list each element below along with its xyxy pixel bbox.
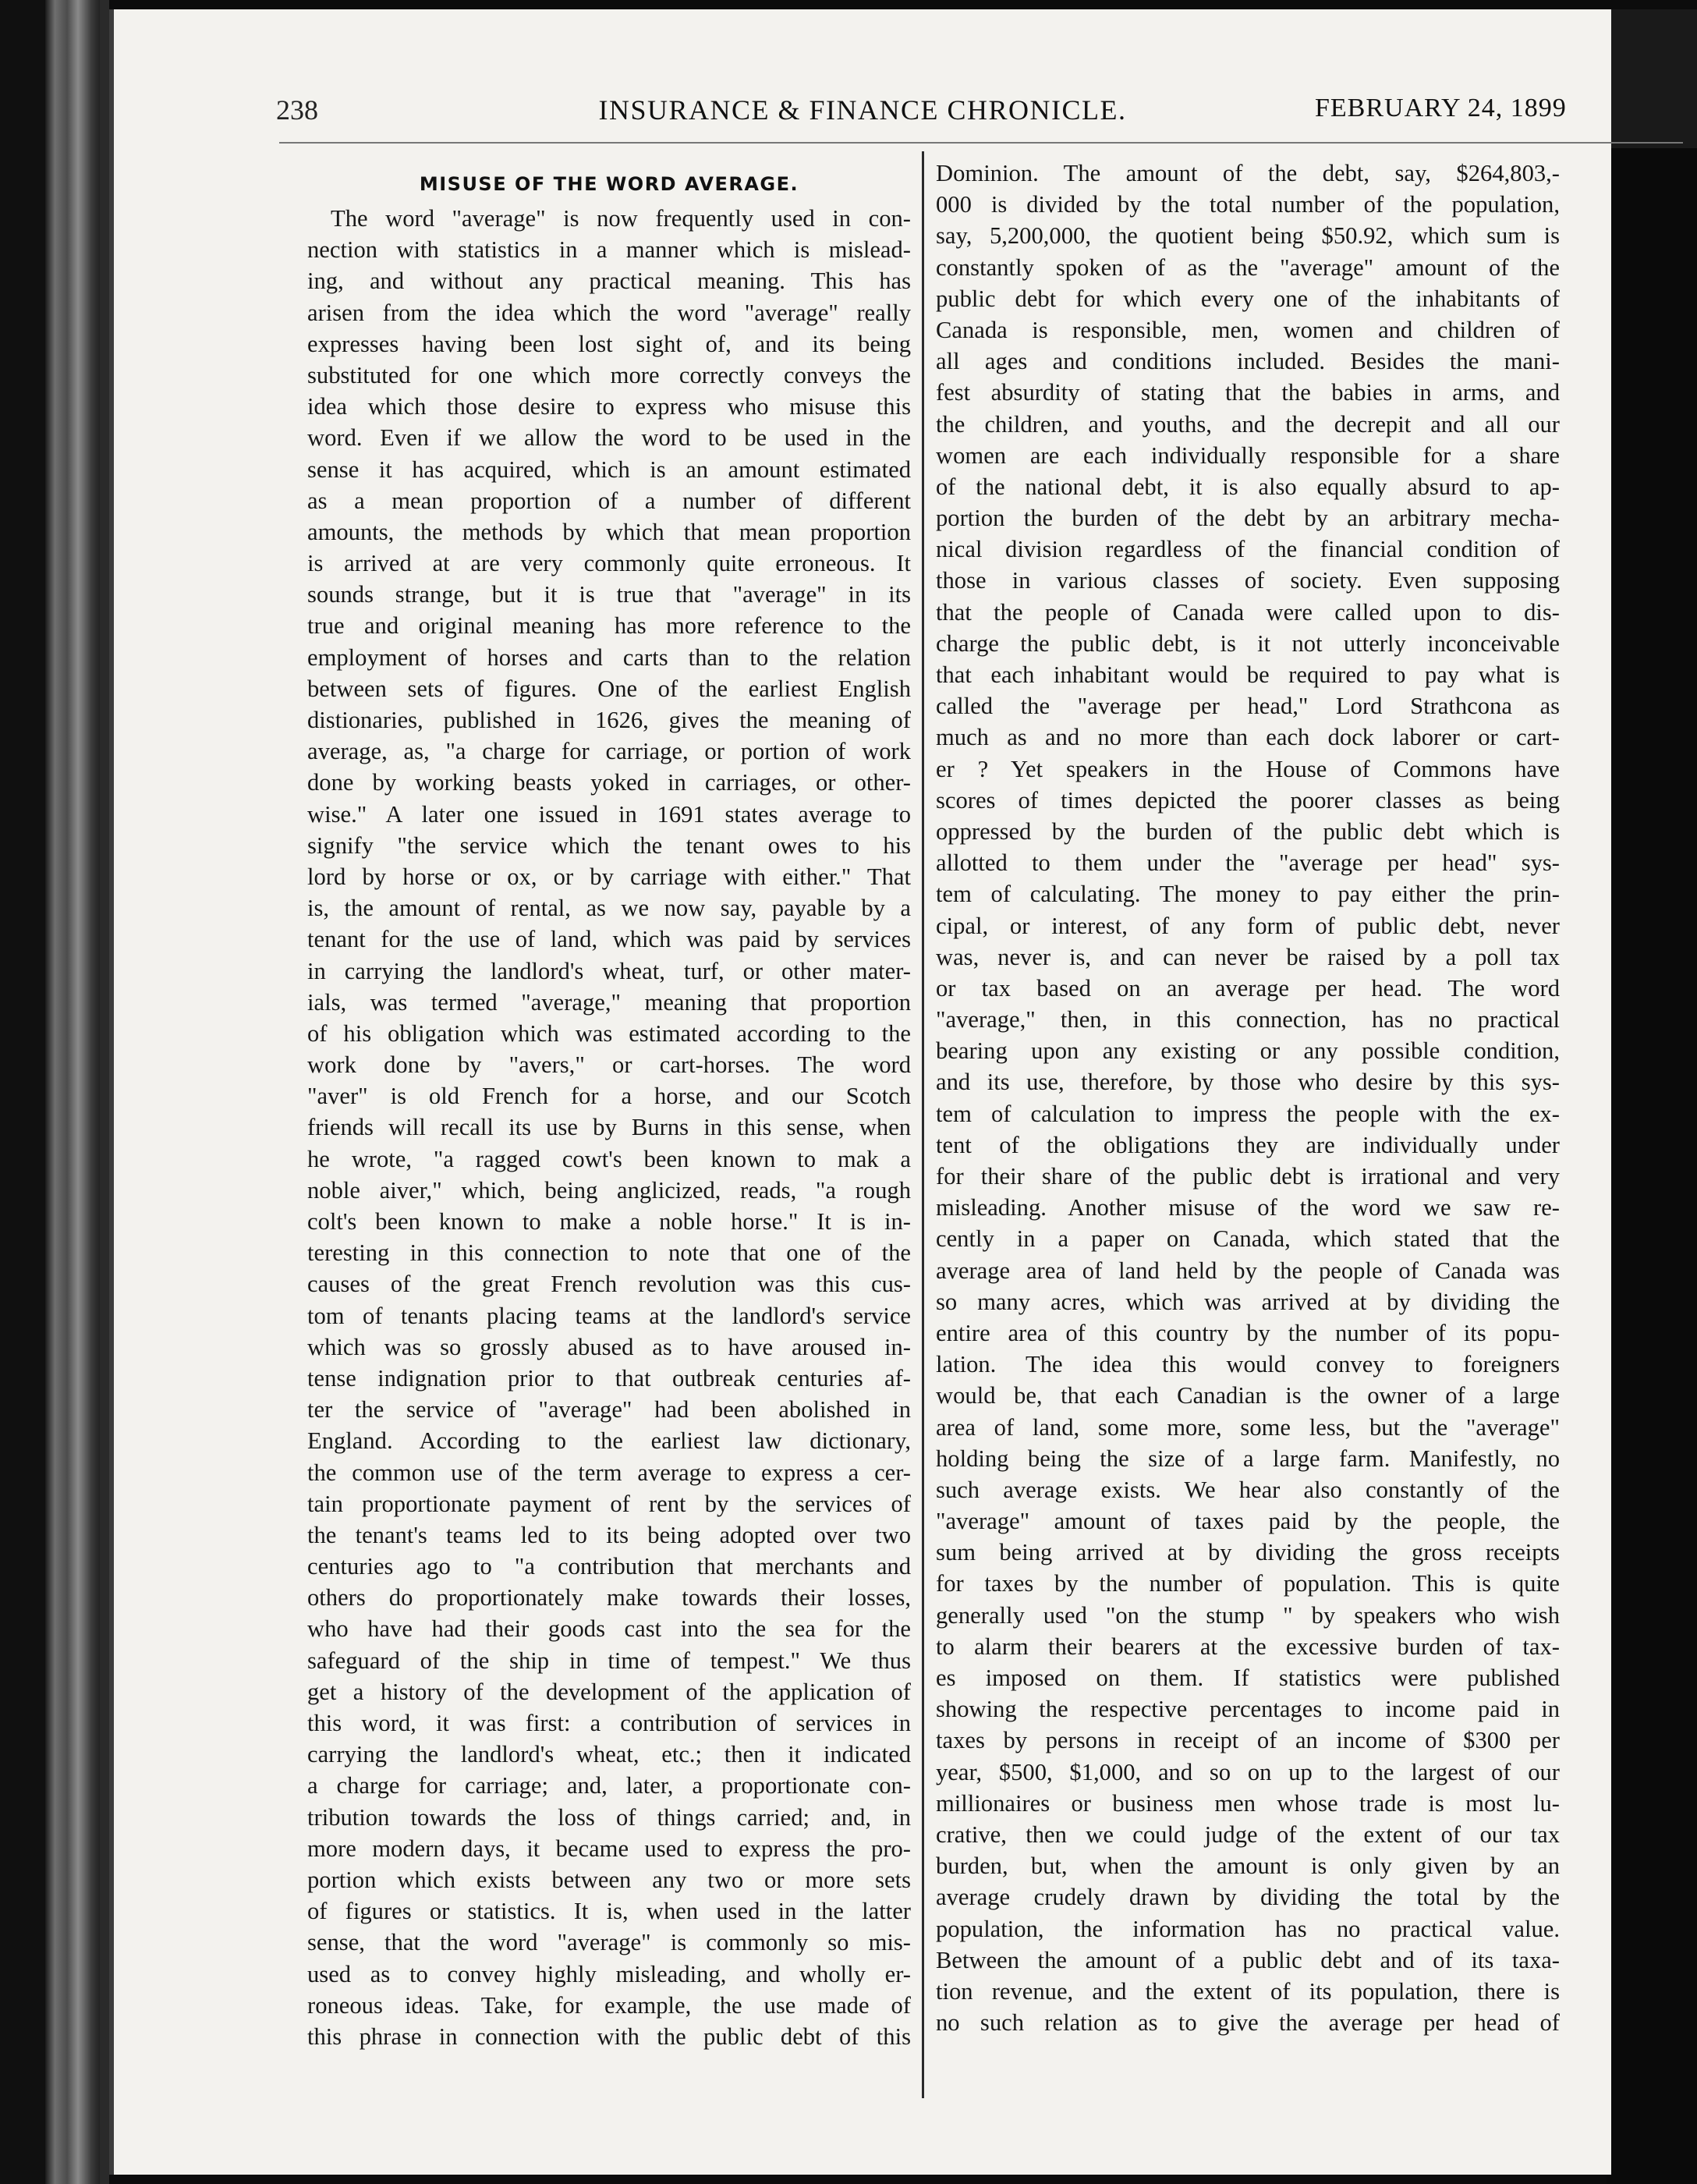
text-line: population, the information has no practical value.	[936, 1915, 1560, 1942]
text-line: Dominion. The amount of the debt, say, $264,803,-	[936, 160, 1560, 186]
text-line: amounts, the methods by which that mean proportion	[307, 518, 911, 545]
text-line: as a mean proportion of a number of different	[307, 487, 911, 514]
text-line: a charge for carriage; and, later, a proportionate con-	[307, 1772, 911, 1799]
text-line: allotted to them under the "average per head" sys-	[936, 849, 1560, 877]
text-line: sounds strange, but it is true that "average" in its	[307, 581, 911, 608]
header-rule	[279, 142, 1683, 144]
text-line: idea which those desire to express who misuse this	[307, 393, 911, 420]
text-line: average crudely drawn by dividing the total by the	[936, 1884, 1560, 1911]
scan-background	[1599, 9, 1697, 150]
text-line: England. According to the earliest law dictionary,	[307, 1427, 911, 1455]
text-line: carrying the landlord's wheat, etc.; then it indicated	[307, 1741, 911, 1768]
text-line: nection with statistics in a manner which is mislead-	[307, 236, 911, 264]
left-column	[307, 158, 911, 2052]
text-line: roneous ideas. Take, for example, the use made of	[307, 1991, 911, 2019]
binding-gutter	[100, 0, 109, 2184]
text-line: true and original meaning has more reference to the	[307, 612, 911, 640]
page-number: 238	[276, 94, 318, 126]
text-line: others do proportionately make towards their losses,	[307, 1584, 911, 1611]
book-binding	[45, 0, 100, 2184]
text-line: between sets of figures. One of the earliest English	[307, 675, 911, 702]
text-line: all ages and conditions included. Besides the mani-	[936, 348, 1560, 375]
text-line: for taxes by the number of population. This is quite	[936, 1570, 1560, 1597]
text-line: those in various classes of society. Even supposing	[936, 567, 1560, 594]
journal-title: INSURANCE & FINANCE CHRONICLE.	[598, 94, 1127, 126]
text-line: was, never is, and can never be raised by a poll tax	[936, 943, 1560, 970]
text-line: portion which exists between any two or more sets	[307, 1866, 911, 1893]
text-line: ials, was termed "average," meaning that proportion	[307, 988, 911, 1016]
text-line: the common use of the term average to express a cer-	[307, 1459, 911, 1486]
text-line: "average," then, in this connection, has no practical	[936, 1006, 1560, 1034]
text-line: the tenant's teams led to its being adopted over two	[307, 1521, 911, 1548]
text-line: misleading. Another misuse of the word we saw re-	[936, 1194, 1560, 1221]
text-line: tribution towards the loss of things carried; and, in	[307, 1803, 911, 1831]
text-line: get a history of the development of the application of	[307, 1678, 911, 1705]
text-line: tent of the obligations they are individually under	[936, 1131, 1560, 1158]
text-line: tem of calculating. The money to pay either the prin-	[936, 881, 1560, 908]
text-line: he wrote, "a ragged cowt's been known to mak a	[307, 1145, 911, 1172]
text-line: area of land, some more, some less, but the "average"	[936, 1413, 1560, 1441]
text-line: of the national debt, it is also equally absurd to ap-	[936, 473, 1560, 500]
text-line: year, $500, $1,000, and so on up to the largest of our	[936, 1758, 1560, 1785]
text-line: expresses having been lost sight of, and its being	[307, 330, 911, 357]
scanner-edge	[0, 0, 45, 2184]
text-line: wise." A later one issued in 1691 states average to	[307, 800, 911, 828]
text-line: cipal, or interest, of any form of public debt, never	[936, 912, 1560, 939]
text-line: arisen from the idea which the word "average" really	[307, 299, 911, 326]
text-line: fest absurdity of stating that the babies in arms, and	[936, 379, 1560, 406]
text-line: much as and no more than each dock laborer or cart-	[936, 724, 1560, 751]
text-line: tain proportionate payment of rent by the services of	[307, 1490, 911, 1517]
text-line: tense indignation prior to that outbreak centuries af-	[307, 1364, 911, 1392]
text-line: so many acres, which was arrived at by dividing the	[936, 1288, 1560, 1315]
text-line: and its use, therefore, by those who desire by this sys-	[936, 1069, 1560, 1096]
text-line: used as to convey highly misleading, and wholly er-	[307, 1960, 911, 1987]
column-divider	[922, 151, 924, 2098]
text-line: constantly spoken of as the "average" amount of the	[936, 254, 1560, 281]
text-line: colt's been known to make a noble horse." It is in-	[307, 1208, 911, 1235]
text-line: or tax based on an average per head. The word	[936, 974, 1560, 1002]
issue-date: FEBRUARY 24, 1899	[1315, 94, 1567, 122]
text-line: this phrase in connection with the public debt of this	[307, 2023, 911, 2050]
text-line: lation. The idea this would convey to foreigners	[936, 1351, 1560, 1378]
text-line: public debt for which every one of the inhabitants of	[936, 285, 1560, 312]
text-line: would be, that each Canadian is the owner of a large	[936, 1382, 1560, 1409]
text-line: causes of the great French revolution was this cus-	[307, 1271, 911, 1298]
text-line: nical division regardless of the financial condition of	[936, 536, 1560, 563]
text-line: to alarm their bearers at the excessive burden of tax-	[936, 1633, 1560, 1660]
text-line: of figures or statistics. It is, when used in the latter	[307, 1898, 911, 1925]
text-line: cently in a paper on Canada, which stated that the	[936, 1225, 1560, 1253]
text-line: that the people of Canada were called upon to dis-	[936, 598, 1560, 626]
text-line: which was so grossly abused as to have aroused in-	[307, 1333, 911, 1360]
text-line: lord by horse or ox, or by carriage with either." That	[307, 863, 911, 890]
text-line: showing the respective percentages to income paid in	[936, 1696, 1560, 1723]
running-head	[114, 94, 1611, 140]
text-line: es imposed on them. If statistics were published	[936, 1665, 1560, 1691]
text-line: signify "the service which the tenant owes to his	[307, 831, 911, 859]
text-line: more modern days, it became used to express the pro-	[307, 1835, 911, 1862]
text-line: Between the amount of a public debt and of its taxa-	[936, 1946, 1560, 1973]
text-line: generally used "on the stump " by speakers who wish	[936, 1601, 1560, 1629]
text-line: "average" amount of taxes paid by the people, the	[936, 1508, 1560, 1535]
text-line: teresting in this connection to note that one of the	[307, 1239, 911, 1267]
text-line: for their share of the public debt is irrational and very	[936, 1163, 1560, 1190]
text-line: friends will recall its use by Burns in this sense, when	[307, 1114, 911, 1141]
right-column	[936, 158, 1560, 2038]
journal-page	[109, 9, 1611, 2175]
article-title: MISUSE OF THE WORD AVERAGE.	[419, 173, 799, 195]
text-line: The word "average" is now frequently used in con-	[331, 205, 911, 232]
text-line: word. Even if we allow the word to be used in the	[307, 424, 911, 452]
text-line: 000 is divided by the total number of the population,	[936, 191, 1560, 218]
text-line: average area of land held by the people of Canada was	[936, 1257, 1560, 1284]
text-line: taxes by persons in receipt of an income of $300 per	[936, 1727, 1560, 1754]
text-line: bearing upon any existing or any possible condition,	[936, 1037, 1560, 1065]
text-line: millionaires or business men whose trade is most lu-	[936, 1789, 1560, 1817]
text-line: charge the public debt, is it not utterly inconceivable	[936, 629, 1560, 657]
text-line: this word, it was first: a contribution of services in	[307, 1710, 911, 1736]
text-line: Canada is responsible, men, women and children of	[936, 316, 1560, 343]
text-line: who have had their goods cast into the sea for the	[307, 1615, 911, 1643]
text-line: is, the amount of rental, as we now say, payable by a	[307, 895, 911, 922]
text-line: such average exists. We hear also constantly of the	[936, 1476, 1560, 1503]
text-line: women are each individually responsible for a share	[936, 441, 1560, 469]
text-line: er ? Yet speakers in the House of Commons have	[936, 755, 1560, 782]
text-line: done by working beasts yoked in carriages, or other-	[307, 769, 911, 796]
text-line: sense it has acquired, which is an amount estimated	[307, 456, 911, 483]
text-line: sum being arrived at by dividing the gross receipts	[936, 1539, 1560, 1566]
text-line: distionaries, published in 1626, gives the meaning of	[307, 707, 911, 733]
text-line: centuries ago to "a contribution that merchants and	[307, 1553, 911, 1580]
text-line: no such relation as to give the average per head of	[936, 2009, 1560, 2037]
text-line: work done by "avers," or cart-horses. The word	[307, 1051, 911, 1079]
text-line: safeguard of the ship in time of tempest." We thus	[307, 1647, 911, 1674]
text-line: say, 5,200,000, the quotient being $50.92, which sum is	[936, 222, 1560, 250]
text-line: holding being the size of a large farm. Manifestly, no	[936, 1445, 1560, 1472]
scan-background	[1607, 148, 1697, 2184]
text-line: tenant for the use of land, which was paid by services	[307, 926, 911, 953]
text-line: substituted for one which more correctly conveys the	[307, 361, 911, 388]
text-line: in carrying the landlord's wheat, turf, or other mater-	[307, 957, 911, 984]
text-line: scores of times depicted the poorer classes as being	[936, 786, 1560, 814]
text-line: burden, but, when the amount is only given by an	[936, 1852, 1560, 1880]
text-line: tion revenue, and the extent of its population, there is	[936, 1977, 1560, 2005]
text-line: noble aiver," which, being anglicized, reads, "a rough	[307, 1176, 911, 1204]
text-line: is arrived at are very commonly quite erroneous. It	[307, 550, 911, 577]
text-line: entire area of this country by the number of its popu-	[936, 1319, 1560, 1346]
text-line: crative, then we could judge of the extent of our tax	[936, 1821, 1560, 1848]
text-line: oppressed by the burden of the public debt which is	[936, 817, 1560, 845]
text-line: sense, that the word "average" is commonly so mis-	[307, 1929, 911, 1956]
text-line: average, as, "a charge for carriage, or portion of work	[307, 738, 911, 765]
text-line: ing, and without any practical meaning. This has	[307, 268, 911, 295]
text-line: that each inhabitant would be required to pay what is	[936, 661, 1560, 688]
text-line: employment of horses and carts than to the relation	[307, 644, 911, 671]
text-line: "aver" is old French for a horse, and our Scotch	[307, 1083, 911, 1110]
text-line: portion the burden of the debt by an arbitrary mecha-	[936, 505, 1560, 532]
text-line: called the "average per head," Lord Strathcona as	[936, 693, 1560, 720]
text-line: of his obligation which was estimated according to the	[307, 1019, 911, 1047]
text-line: tom of tenants placing teams at the landlord's service	[307, 1302, 911, 1329]
text-line: tem of calculation to impress the people with the ex-	[936, 1100, 1560, 1127]
text-line: ter the service of "average" had been abolished in	[307, 1396, 911, 1424]
text-line: the children, and youths, and the decrepit and all our	[936, 410, 1560, 438]
